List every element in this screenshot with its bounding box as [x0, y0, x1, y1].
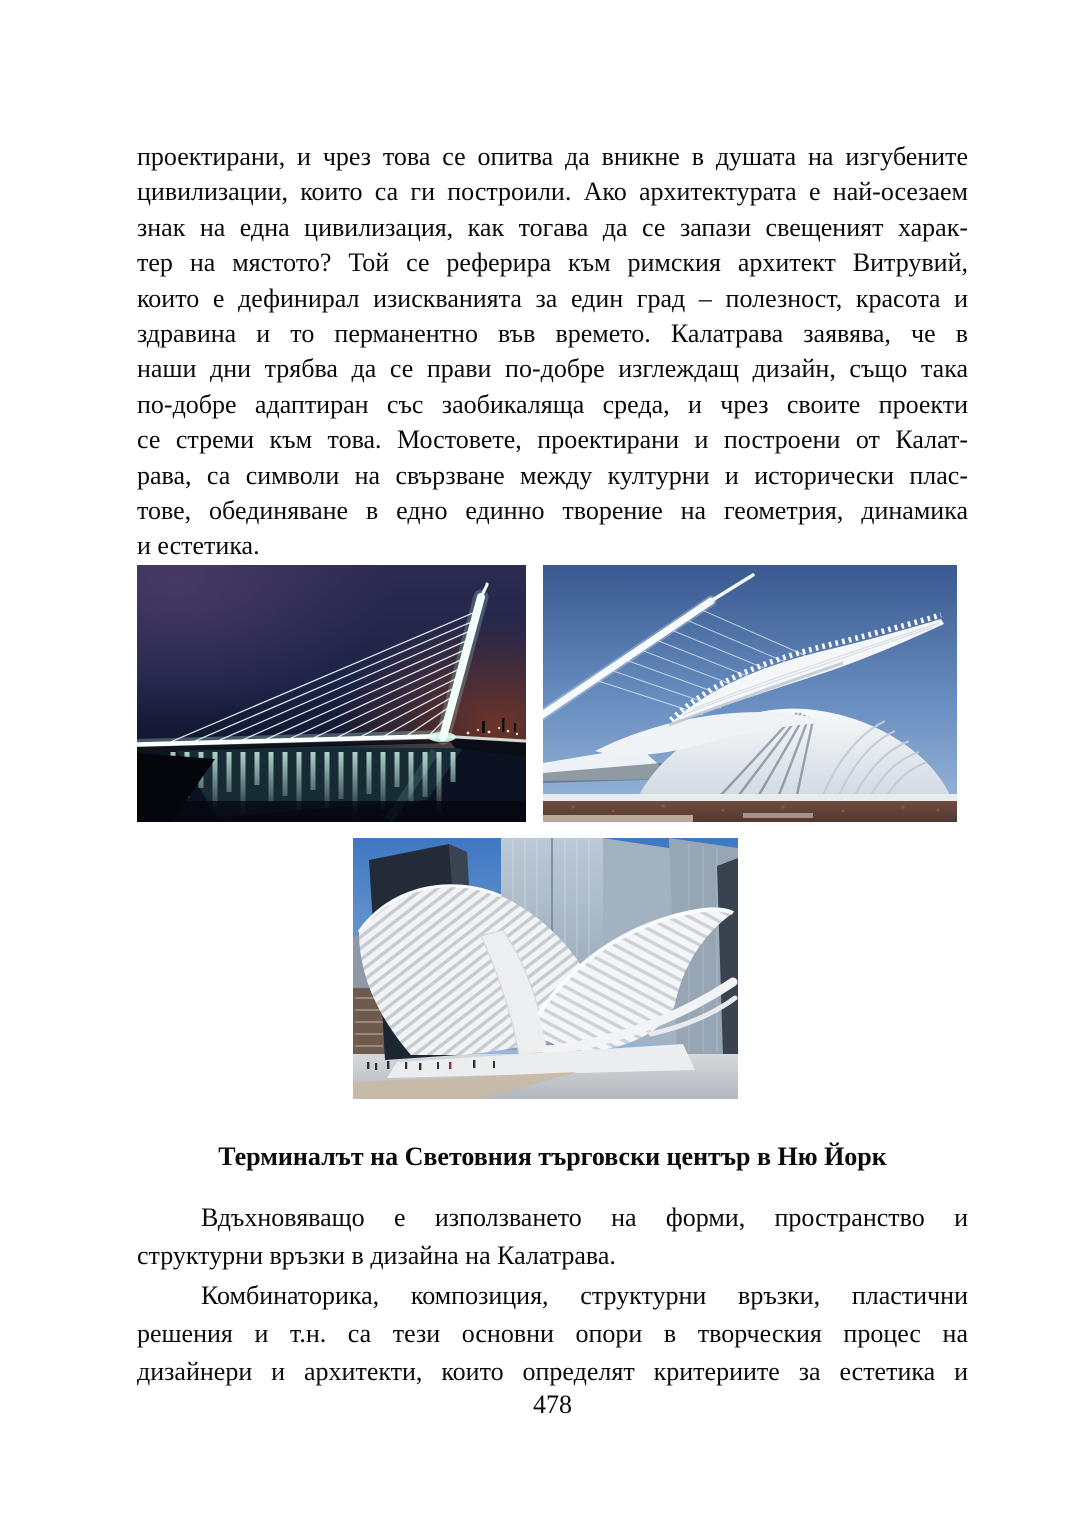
text-line: проектирани, и чрез това се опитва да вникне в душата на изгубените — [137, 142, 968, 171]
text-line: структурни връзки в дизайна на Калатрава. — [137, 1241, 616, 1270]
text-line: Комбинаторика, композиция, структурни връзки, пластични — [201, 1281, 968, 1310]
text-line: по-добре адаптиран със заобикаляща среда, и чрез своите проекти — [137, 389, 968, 419]
text-line: рава, са символи на свързване между културни и исторически плас- — [137, 460, 968, 490]
text-line: които е дефинирал изискванията за един град – полезност, красота и — [137, 283, 968, 313]
text-line: се стреми към това. Мостовете, проектирани и построени от Калат- — [137, 425, 968, 455]
museum-photo — [543, 565, 957, 822]
text-line: решения и т.н. са тези основни опори в творческия процес на — [137, 1319, 968, 1348]
text-line: Вдъхновяващо е използването на форми, пространство и — [201, 1203, 968, 1232]
text-line: и естетика. — [137, 531, 260, 561]
text-line: тове, обединяване в едно единно творение на геометрия, динамика — [137, 496, 968, 526]
text-line: цивилизации, които са ги построили. Ако архитектурата е най-осезаем — [137, 177, 968, 207]
text-line: знак на една цивилизация, как тогава да се запази свещеният харак- — [137, 212, 968, 242]
museum-illustration — [543, 565, 957, 822]
text-line: тер на мястото? Той се реферира към римския архитект Витрувий, — [137, 248, 968, 278]
wtc-terminal-photo — [353, 838, 738, 1099]
bridge-night-photo — [137, 565, 526, 822]
bridge-night-illustration — [137, 565, 526, 822]
paragraph-3 — [137, 1277, 968, 1391]
text-line: дизайнери и архитекти, които определят критериите за естетика и — [137, 1357, 968, 1386]
paragraph-2 — [137, 1199, 968, 1275]
paragraph-1 — [137, 139, 968, 564]
page-number: 478 — [533, 1390, 572, 1419]
railing — [543, 794, 957, 802]
text-line: здравина и то перманентно във времето. Калатрава заявява, че в — [137, 319, 968, 349]
figure-caption: Терминалът на Световния търговски център в Ню Йорк — [218, 1142, 887, 1171]
text-line: наши дни трябва да се прави по-добре изглеждащ дизайн, също така — [137, 354, 968, 384]
wtc-terminal-illustration — [353, 838, 738, 1099]
